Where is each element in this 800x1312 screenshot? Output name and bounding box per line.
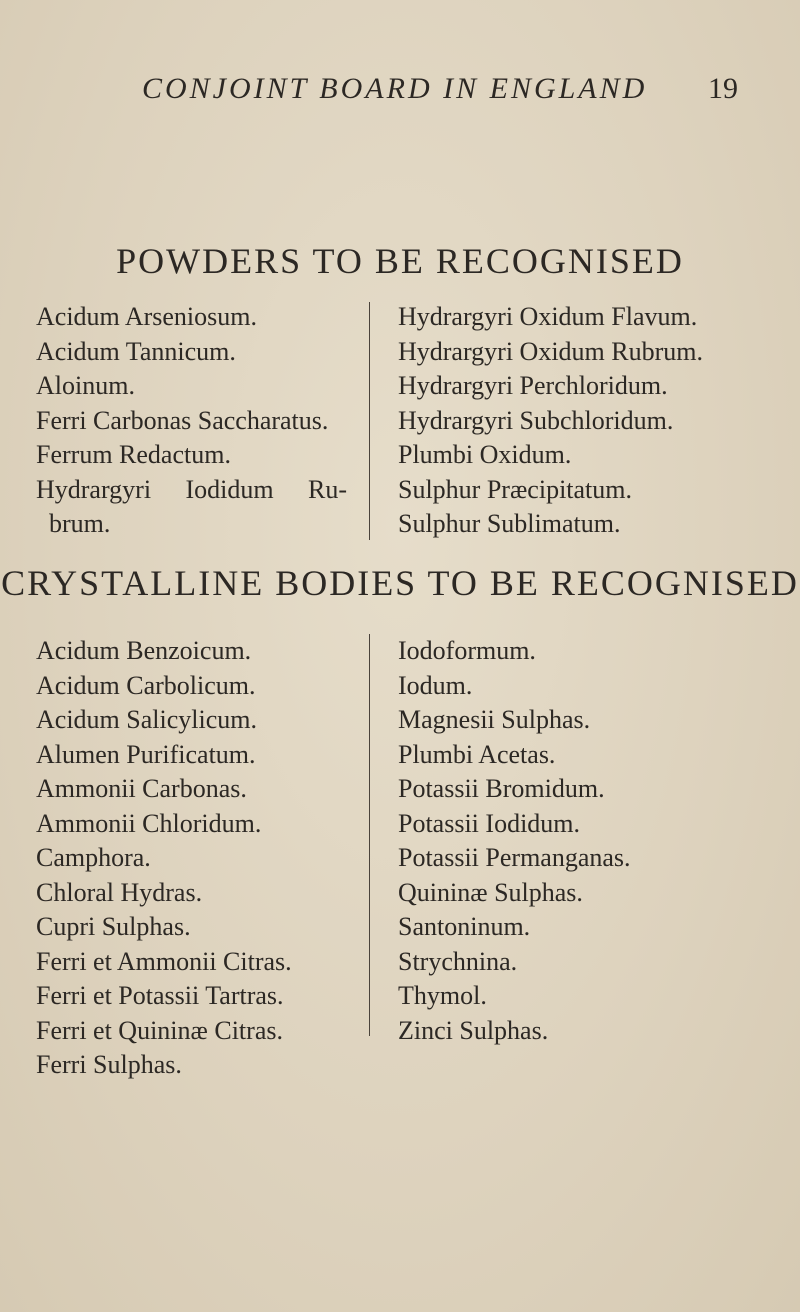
list-item: Plumbi Acetas.: [398, 739, 556, 769]
list-item: Ferri et Quininæ Citras.: [36, 1015, 283, 1045]
list-item: Iodoformum.: [398, 636, 536, 665]
list-item: Ferri Carbonas Saccharatus.: [36, 405, 329, 435]
list-item: Quininæ Sulphas.: [398, 877, 583, 907]
section-title-crystalline: CRYSTALLINE BODIES TO BE RECOGNISED: [1, 563, 799, 603]
crystalline-left-column: [36, 634, 366, 1083]
list-item-part: Hydrargyri: [36, 474, 152, 504]
list-item: Alumen Purificatum.: [36, 739, 256, 769]
column-divider: [369, 634, 370, 1036]
list-item: [36, 473, 347, 508]
list-item: Iodum.: [398, 670, 473, 700]
page-number: 19: [708, 72, 738, 105]
list-item: Acidum Carbolicum.: [36, 670, 256, 700]
running-head: CONJOINT BOARD IN ENGLAND: [142, 72, 648, 105]
crystalline-right-column: [398, 634, 778, 1048]
list-item: Hydrargyri Subchloridum.: [398, 405, 674, 435]
list-item: Plumbi Oxidum.: [398, 440, 572, 469]
list-item: Acidum Benzoicum.: [36, 636, 252, 665]
list-item: Hydrargyri Oxidum Flavum.: [398, 302, 698, 331]
list-item: Magnesii Sulphas.: [398, 705, 591, 734]
list-item-continuation: brum.: [49, 509, 111, 538]
list-item: Zinci Sulphas.: [398, 1015, 549, 1045]
list-item: Potassii Bromidum.: [398, 774, 605, 803]
list-item: Ferri et Ammonii Citras.: [36, 946, 292, 976]
powders-left-column: [36, 300, 366, 542]
list-item: Potassii Iodidum.: [398, 808, 581, 838]
column-divider: [369, 302, 370, 540]
section-title-powders: POWDERS TO BE RECOGNISED: [116, 241, 684, 281]
list-item-part: Iodidum: [185, 474, 274, 504]
list-item: Cupri Sulphas.: [36, 912, 191, 941]
list-item: Sulphur Præcipitatum.: [398, 474, 632, 504]
list-item: Hydrargyri Oxidum Rubrum.: [398, 336, 703, 366]
list-item: Camphora.: [36, 843, 151, 872]
list-item: Santoninum.: [398, 912, 531, 941]
list-item: Hydrargyri Perchloridum.: [398, 371, 668, 400]
list-item-part: Ru-: [308, 474, 347, 504]
list-item: Ammonii Carbonas.: [36, 774, 247, 803]
powders-right-column: [398, 300, 778, 542]
list-item: Thymol.: [398, 981, 487, 1010]
list-item: Chloral Hydras.: [36, 877, 203, 907]
list-item: Acidum Arseniosum.: [36, 302, 257, 331]
list-item: Ammonii Chloridum.: [36, 808, 262, 838]
list-item: Acidum Salicylicum.: [36, 705, 257, 734]
list-item: Sulphur Sublimatum.: [398, 509, 621, 538]
list-item: Aloinum.: [36, 371, 135, 400]
list-item: Ferri Sulphas.: [36, 1050, 182, 1079]
list-item: Ferri et Potassii Tartras.: [36, 981, 284, 1010]
list-item: Strychnina.: [398, 946, 518, 976]
list-item: Potassii Permanganas.: [398, 843, 631, 872]
list-item: Ferrum Redactum.: [36, 440, 231, 469]
list-item: Acidum Tannicum.: [36, 336, 236, 366]
